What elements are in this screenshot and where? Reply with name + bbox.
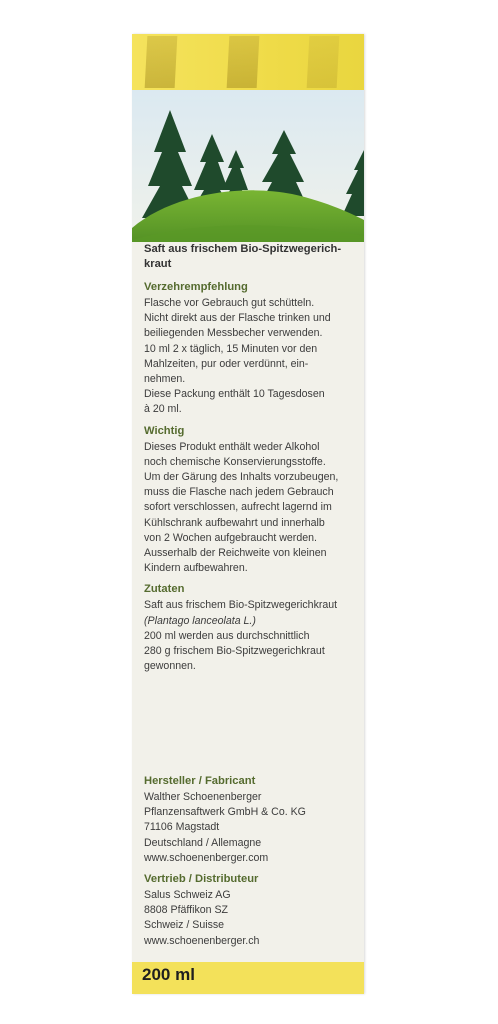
important-text: Dieses Produkt enthält weder Alkohol noch chemische Konservierungsstoffe. Um der Gärung des Inhalts vorzubeugen, muss die Flasche nach jedem Gebrauch sofort verschlossen, aufrecht lagernd im Kühlschrank aufbewahrt und innerhalb von 2 Wochen aufgebraucht werden. Ausserhalb der Reichweite von kleinen Kindern aufbewahren. (144, 440, 339, 575)
section-heading-ingredients: Zutaten (144, 583, 185, 596)
landscape-illustration (132, 90, 364, 250)
brand-logo-strip (227, 36, 260, 88)
usage-text: Flasche vor Gebrauch gut schütteln. Nicht direkt aus der Flasche trinken und beiliegenden Messbecher verwenden. 10 ml 2 x täglich, 15 Minuten vor den Mahlzeiten, pur oder verdünnt, ein- nehmen. Diese Packung enthält 10 Tagesdosen à 20 ml. (144, 297, 331, 416)
distributor-heading: Vertrieb / Distributeur (144, 873, 259, 886)
distributor-address: Salus Schweiz AG 8808 Pfäffikon SZ Schweiz / Suisse www.schoenenberger.ch (144, 889, 260, 947)
brand-logo-strip (145, 36, 178, 88)
bottom-yellow-band (132, 962, 364, 994)
volume-label: 200 ml (142, 965, 195, 984)
product-information-text (144, 242, 358, 680)
product-title: Saft aus frischem Bio-Spitzwegerich- kraut (144, 243, 342, 270)
section-heading-important: Wichtig (144, 424, 185, 437)
package-side-panel (132, 34, 364, 994)
brand-logo-strip (307, 36, 340, 88)
manufacturer-info (144, 774, 358, 955)
ingredients-text: Saft aus frischem Bio-Spitzwegerichkraut (Plantago lanceolata L.) 200 ml werden aus durchschnittlich 280 g frischem Bio-Spitzwegerichkraut gewonnen. (144, 599, 338, 673)
section-heading-usage: Verzehrempfehlung (144, 281, 248, 293)
manufacturer-address: Walther Schoenenberger Pflanzensaftwerk GmbH & Co. KG 71106 Magstadt Deutschland / Allemagne www.schoenenberger.com (144, 791, 306, 864)
manufacturer-heading: Hersteller / Fabricant (144, 775, 256, 787)
